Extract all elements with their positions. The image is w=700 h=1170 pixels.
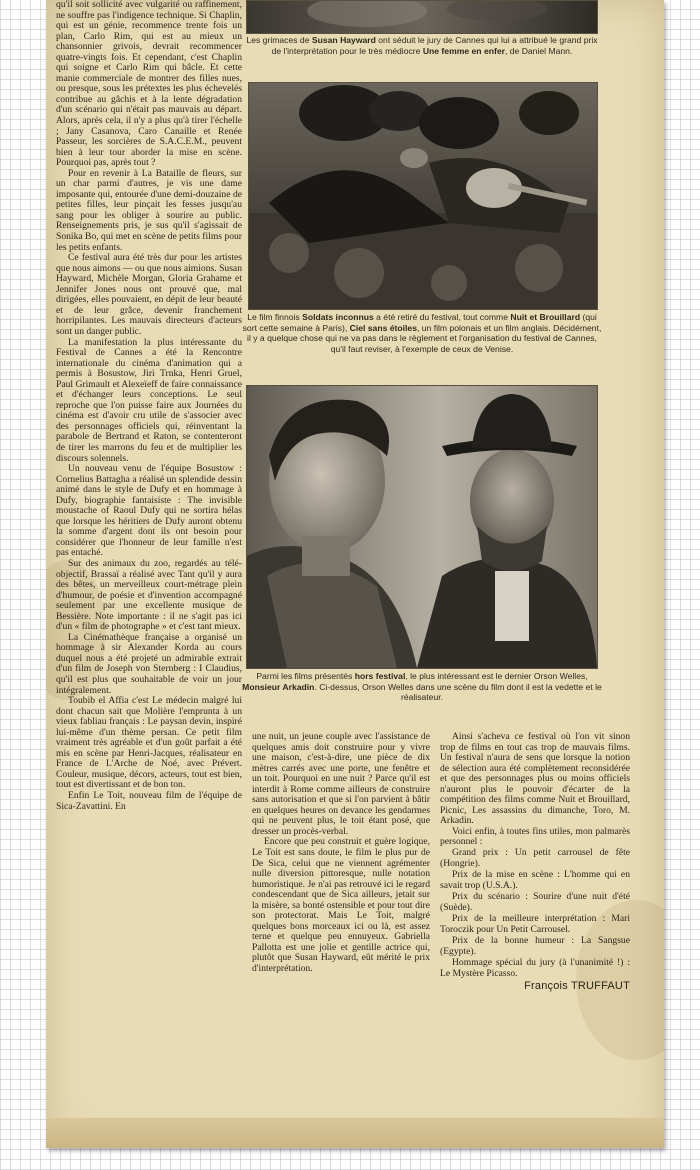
palmares-entry: Prix du scénario : Sourire d'une nuit d'été (Suède). <box>440 891 630 913</box>
clipping-bottom-edge <box>46 1118 664 1148</box>
palmares-entry: Hommage spécial du jury (à l'unanimité !) : Le Mystère Picasso. <box>440 957 630 980</box>
article-paragraph: Enfin Le Toit, nouveau film de l'équipe de Sica-Zavattini. En <box>56 790 242 812</box>
photo-soldats-inconnus <box>248 82 598 310</box>
caption-hayward <box>244 35 600 56</box>
caption-text: . Ci-dessus, Orson Welles dans une scène du film dont il est la vedette et le réalisateur. <box>314 681 602 702</box>
caption-bold: Une femme en enfer <box>422 45 505 56</box>
caption-bold: Susan Hayward <box>311 35 376 45</box>
photo-susan-hayward <box>246 0 598 34</box>
caption-soldats <box>242 312 602 354</box>
article-paragraph: Toubib el Affia c'est Le médecin malgré lui dont chacun sait que Molière l'emprunta à un vieux fabliau français : Le paysan devin, inspiré lui-même d'un thème persan. Ce petit film vraiment très agréable et d'un goût parfait a été mis en scène par Henri-Jacques, réalisateur en France de L'Arche de Noé, avec Prévert. Couleur, musique, décors, acteurs, tout est bien, tout est divertissant et de bon ton. <box>56 695 242 791</box>
caption-text: a été retiré du festival, tout comme <box>373 312 511 322</box>
caption-text: , de Daniel Mann. <box>504 45 573 56</box>
article-paragraph: Ce festival aura été très dur pour les artistes que nous aimons — ou que nous aimions. Susan Hayward, Michèle Morgan, Gloria Grahame et Jennifer Jones nous ont prouvé que, mal dirigées, elles pouvaient, en dépit de leur beauté et de leur grâce, devenir franchement horripilantes. Les mauvais directeurs d'acteurs sont un danger public. <box>56 252 242 337</box>
article-paragraph: Un nouveau venu de l'équipe Bosustow : Cornelius Battagha a réalisé un splendide dessin animé dans le style de Dufy et en hommage à Dufy, biographie fantaisiste : The invisible moustache of Raoul Dufy qui ne sortira hélas que lorsque les héritiers de Dufy auront obtenu la somme d'argent dont ils ont besoin pour considérer que l'honneur de leur famille n'est pas entaché. <box>56 463 242 559</box>
caption-text: ont séduit le jury de Cannes qui lui a attribué le grand prix de l'interprétation pour le très médiocre <box>271 35 598 56</box>
article-paragraph: Sur des animaux du zoo, regardés au télé-objectif, Brassaï a réalisé avec Tant qu'il y aura des bêtes, un merveilleux court-métrage plein d'humour, de poésie et d'invention accompagné seulement par une excellente musique de Bessière. Note importante : il ne s'agit pas ici d'un « film de photographe » et c'est tant mieux. <box>56 557 242 633</box>
author-signature: François TRUFFAUT <box>524 979 630 992</box>
palmares-entry: Grand prix : Un petit carrousel de fête (Hongrie). <box>440 847 630 869</box>
article-paragraph: Pour en revenir à La Bataille de fleurs, sur un char parmi d'autres, je vis une dame imposante qui, entourée d'une demi-douzaine de petites filles, leur pinçait les fesses jusqu'au sang pour les obliger à sourire au public. Renseignements pris, je sus qu'il s'agissait de Sonika Bo, qui met en scène de petits films pour les petits enfants. <box>56 167 242 253</box>
article-paragraph: une nuit, un jeune couple avec l'assistance de quelques amis doit construire pour y vivre une maison, c'est-à-dire, une pièce de dix mètres carrés avec une porte, une fenêtre et un toit. Pourquoi en une nuit ? Parce qu'il est interdit à Rome comme ailleurs de construire sans autorisation et que si l'on parvient à bâtir en quelques heures on devance les gendarmes qui ne peuvent plus, le toit étant posé, que dresser un procès-verbal. <box>252 732 430 837</box>
caption-text: , le plus intéressant est le dernier Orson Welles, <box>405 671 588 681</box>
article-column-left <box>56 0 242 1080</box>
caption-welles <box>242 671 602 703</box>
palmares-entry: Prix de la meilleure interprétation : Mari Toroczik pour Un Petit Carrousel. <box>440 913 630 935</box>
article-paragraph: La manifestation la plus intéressante du Festival de Cannes a été la Rencontre internationale du cinéma d'animation qui a permis à Bosustow, Jiri Trnka, Henri Gruel, Paul Grimault et Alexeïeff de faire connaissance et d'échanger leurs conceptions. Le seul reproche que l'on puisse faire aux Journées du cinéma est d'avoir cru utile de s'associer avec des personnages officiels qui, réinventant la parabole de Bertrand et Raton, se contenteront de tirer les marrons du feu et de multiplier les discours solennels. <box>56 336 242 464</box>
caption-text: Parmi les films présentés <box>256 671 355 681</box>
article-column-right <box>440 732 630 1082</box>
palmares-entry: Prix de la bonne humeur : La Sangsue (Egypte). <box>440 935 630 957</box>
caption-bold: Monsieur Arkadin <box>242 681 315 692</box>
article-paragraph: qu'il soit sollicité avec vulgarité ou raffinement, ne souffre pas l'indigence technique. Si Chaplin, qui est un génie, recommence trente fois un plan, Carlo Rim, qui est au mieux un chansonnier grivois, devrait recommencer quatre-vingts fois. Et cependant, c'est Chaplin qui soigne et Carlo Rim qui bâcle. Et cette manie commerciale de montrer des filles nues, ou presque, sous les prétextes les plus échevelés contribue au gâchis et à la lente dégradation d'un scénario qui n'était pas mauvais au départ. Alors, après cela, il n'y a plus qu'à tirer l'échelle ; Jany Casanova, Caro Canaille et Renée Passeur, les sorcières de S.A.C.E.M., peuvent bien à leur tour aborder la mise en scène. Pourquoi pas, après tout ? <box>56 0 242 169</box>
palmares-entry: Prix de la mise en scène : L'homme qui en savait trop (U.S.A.). <box>440 869 630 891</box>
caption-text: (qui sort cette semaine à Paris), <box>242 312 597 333</box>
photo-monsieur-arkadin <box>246 385 598 669</box>
caption-text: , un film polonais et un film anglais. Décidément, il y a quelque chose qui ne va pas dans le règlement et l'organisation du festival de Cannes, qu'il faut reviser, à l'exemple de ceux de Venise. <box>247 322 602 354</box>
caption-bold: hors festival <box>354 671 406 681</box>
caption-text: Les grimaces de <box>246 35 312 45</box>
article-column-middle <box>252 732 430 1082</box>
article-paragraph: Encore que peu construit et guère logique, Le Toit est sans doute, le film le plus pur de De Sica, celui que ne viennent agrémenter nulle diversion pittoresque, nulle notation humoristique. Je n'ai pas retrouvé ici le regard condescendant que de Sica ailleurs, jetait sur la misère, sa bonté ostensible et pour tout dire son protectorat. Mais Le Toit, malgré quelques bons morceaux ici ou là, est assez terne et quelque peu ennuyeux. Gabriella Pallotta est une jolie et gentille actrice qui, plutôt que Susan Hayward, eût mérité le prix d'interprétation. <box>252 836 430 975</box>
article-paragraph: La Cinémathèque française a organisé un hommage à sir Alexander Korda au cours duquel nous a été projeté un admirable extrait d'un film de Joseph von Sternberg : I Claudius, qu'il est plus que souhaitable de voir un jour intégralement. <box>56 631 242 696</box>
caption-bold: Nuit et Brouillard <box>510 312 581 322</box>
caption-bold: Ciel sans étoiles <box>349 322 417 333</box>
caption-bold: Soldats inconnus <box>302 312 374 322</box>
article-paragraph: Ainsi s'acheva ce festival où l'on vit sinon trop de films en tout cas trop de mauvais films. Un festival n'aura de sens que lorsque la notion de sélection aura été complètement reconsidérée et que des personnages plus ou moins officiels n'auront plus le pouvoir d'écarter de la compétition des films comme Nuit et Brouillard, Picnic, Les assassins du dimanche, Toro, M. Arkadin. <box>440 732 630 827</box>
newspaper-clipping <box>46 0 664 1148</box>
caption-text: Le film finnois <box>247 312 303 322</box>
article-paragraph: Voici enfin, à toutes fins utiles, mon palmarès personnel : <box>440 825 630 848</box>
